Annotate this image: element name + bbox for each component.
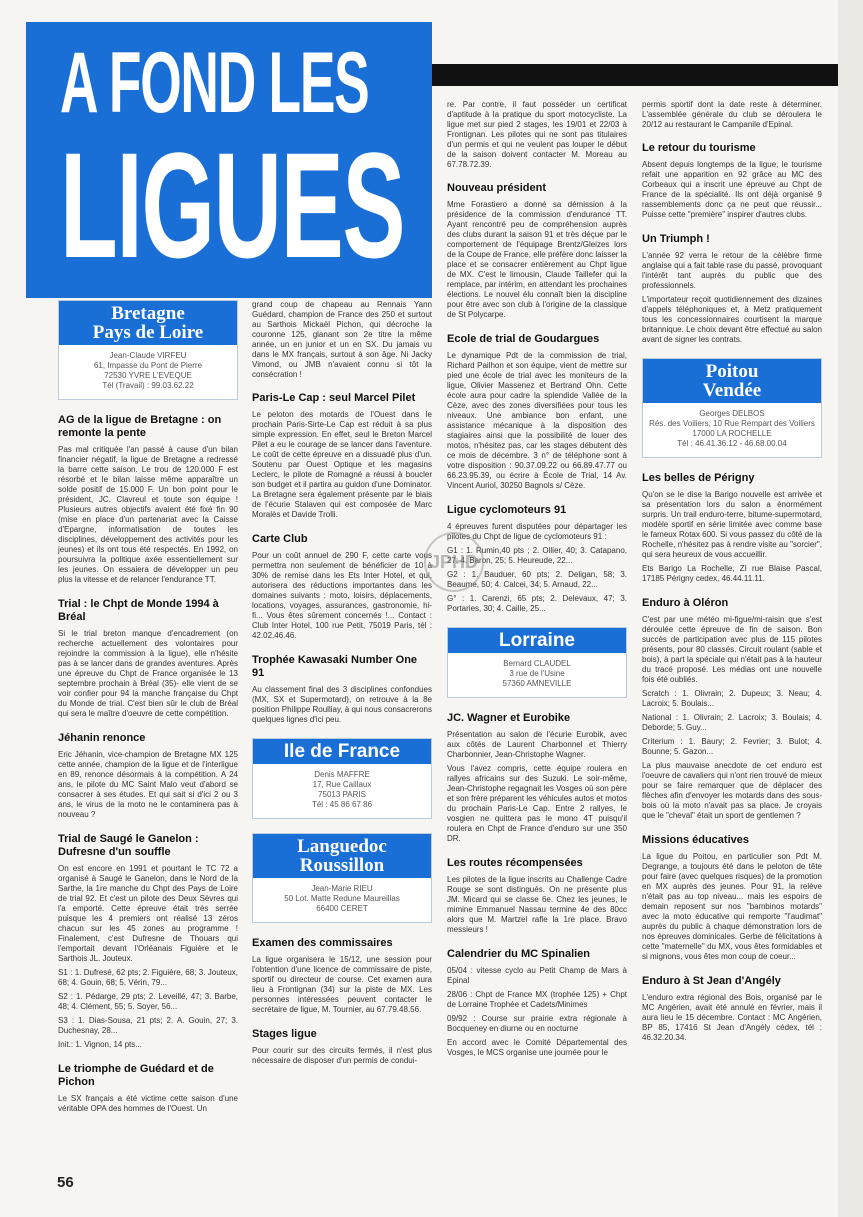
address-line: Tél : 45 86 67 86	[311, 800, 373, 809]
article	[447, 333, 627, 491]
address-line: Tél : 46.41.36.12 - 46.68.00.04	[677, 439, 787, 448]
article-list	[642, 142, 822, 345]
article-paragraph: Le dynamique Pdt de la commission de trial, Richard Pailhon et son équipe, vient de mettre sur pied une école de trial avec les moniteurs de la ligue, Olivier Massenez et Bertrand Ohn. Cette école aura pour cadre la splendide Vallée de la Cèze, avec des zones diversifiées pour tous les niveaux. Une ambiance bon enfant, une assistance mécanique à la disposition des stagiaires ainsi que la possibilité de louer des motos, n'hésitez pas, car les stages débutent dès ce mois de décembre. 3 n° de téléphone sont à votre disposition : 90.37.09.22 ou 66.89.47.77 ou 66.23.95.39, ou écrire à École de Trial, 14 Av. Vincent Auriol, 30250 Bagnols s/ Cèze.	[447, 351, 627, 490]
column-1	[58, 300, 238, 1200]
article-paragraph: On est encore en 1991 et pourtant le TC 72 a organisé à Saugé le Ganelon, dans le Nord de la Sarthe, la 1re manche du Chpt des Pays de Loire de trial 92. Et c'est un pilote des Deux Sèvres qui l'a emporté. Cette épreuve était très serrée puisque les 4 premiers ont réalisé 13 zéros chacun sur les 45 zones au programme ! Finalement, c'est Dufresne de Thouars qui l'emportait devant l'Orléanais Figuière et le Sarthois JL. Jouteux.	[58, 864, 238, 963]
article-title: Missions éducatives	[642, 834, 749, 846]
article-paragraph: L'importateur reçoit quotidiennement des dizaines d'appels téléphoniques et, à Metz pratiquement tous les concessionnaires courtisent la marque britannique. Le choix devant être effectué au salon avant de signer les contrats.	[642, 295, 822, 344]
article-paragraph: La ligue organisera le 15/12, une session pour l'obtention d'une licence de commissaire de piste, sportif ou directeur de course. Cet examen aura lieu à Frontignan (34) sur la piste de MX. Les personnes intéressées peuvent contacter le secrétaire de ligue, M. Tournier, au 67.79.48.56.	[252, 955, 432, 1014]
continued-text	[447, 100, 627, 170]
article-paragraph: G2 : 1. Bauduer, 60 pts; 2. Deligan, 58; 3. Beaume, 50; 4. Calcei, 34; 5. Arnaud, 22...	[447, 570, 627, 589]
league-name-line2: Pays de Loire	[92, 322, 204, 343]
league-address	[253, 878, 431, 922]
article	[447, 182, 627, 320]
league-box-poitou-vendee	[642, 358, 822, 458]
address-line: 66400 CERET	[316, 904, 368, 913]
article-paragraph: Pas mal critiquée l'an passé à cause d'un bilan financier négatif, la ligue de Bretagne a redressé la barre cette saison. Le trou de 120.000 F est résorbé et le bilan laisse même apparaître un solde positif de 15.000 F. Un bon point pour le président, JC. Clavreul et toute son équipe ! Plusieurs autres objectifs avaient été fixé fin 90 (mise en place d'un partenariat avec la Caisse d'Epargne, informatisation de toutes les disciplines, développement des activités pour les jeunes) et ils ont tous été respectés. En 1992, on poursuivra la politique axée essentiellement sur les jeunes. On essaiera de développer un peu plus la vitesse et de relancer l'endurance TT.	[58, 445, 238, 584]
league-name-line1: Poitou	[705, 361, 759, 382]
address-line: Jean-Marie RIEU	[311, 884, 373, 893]
article-title: Examen des commissaires	[252, 937, 393, 949]
article	[58, 732, 238, 820]
continued-text	[252, 300, 432, 380]
league-name	[253, 834, 431, 878]
article-paragraph: Au classement final des 3 disciplines confondues (MX, SX et Supermotard), on retrouve à la 8e position Philippe Roulliay, à qui nous consacrerons quelques lignes d'ici peu.	[252, 685, 432, 724]
article-paragraph: Le peloton des motards de l'Ouest dans le prochain Paris-Sirte-Le Cap est réduit à sa plus simple expression. En effet, seul le Breton Marcel Pilet a eu le courage de se lancer dans l'aventure. Le coût de cette épreuve en a dissuadé plus d'un. Soutenu par Ouest Optique et les magasins Leclerc, le pilote de Romagné a réussi à boucler son budget et il partira au guidon d'une Dominator. La Bretagne sera également présente par le biais de l'écurie Stalaven qui est composée de Marc Moralès et Davide Trolli.	[252, 410, 432, 519]
address-line: 75013 PARIS	[318, 790, 366, 799]
article-title: Carte Club	[252, 533, 308, 545]
league-address	[59, 345, 237, 399]
article-title: Un Triumph !	[642, 233, 710, 245]
paragraph: grand coup de chapeau au Rennais Yann Guédard, champion de France des 250 et surtout au Sarthois Mickaël Pichon, qui décroche la couronne 125, glanant son 2e titre la même année, un en junior et un en SX. Du jamais vu dans le MX français, surtout à son âge. Ni Jacky Vimond, ou JMB n'avaient connu si tôt la consécration !	[252, 300, 432, 379]
article-title: Stages ligue	[252, 1028, 317, 1040]
article-title: Paris-Le Cap : seul Marcel Pilet	[252, 392, 416, 404]
article	[642, 834, 822, 962]
page-edge	[838, 0, 863, 1217]
page-number: 56	[57, 1174, 74, 1191]
article	[58, 833, 238, 1050]
article-paragraph: L'enduro extra régional des Bois, organisé par le MC Angérien, avait été annulé en février, mais il aura lieu le 15 décembre. Contact : MC Angérien, BP 85, 17416 St Jean d'Angély cédex, tél : 46.32.20.34.	[642, 993, 822, 1042]
article-paragraph: G° : 1. Carenzi, 65 pts; 2. Delevaux, 47; 3. Portaries, 30; 4. Caille, 25...	[447, 594, 627, 613]
league-name-line1: Languedoc	[297, 836, 387, 857]
address-line: Tél (Travail) : 99.03.62.22	[102, 381, 194, 390]
article-paragraph: Pour un coût annuel de 290 F, cette carte vous permettra non seulement de bénéficier de 10 à 30% de remise dans les Ets Inter Hotel, et qui, autorisera des réductions importantes dans les domaines suivants : moto, loisirs, déplacements, locations, voyages, assurances, gastronomie, hi-fi... Vous êtes sûrement concernés !... Contact : Club Inter Hotel, 100 rue Petit, 75019 Paris, tél : 42.02.46.46.	[252, 551, 432, 640]
article-list	[58, 414, 238, 1114]
league-address	[253, 764, 431, 818]
article-paragraph: 05/04 : vitesse cyclo au Petit Champ de Mars à Epinal	[447, 966, 627, 985]
article-paragraph: Vous l'avez compris, cette équipe roulera en rallyes africains sur des Suzuki. Le soir-même, Jean-Christophe regagnait les Vosges où son père et son frère préparent les véhicules autos et motos du prochain Paris-Le Cap. Entre 2 rallyes, le vosgien ne quittera pas le mono 4T puisqu'il roulera en Chpt de France d'enduro sur une 350 DR.	[447, 764, 627, 843]
article-title: Nouveau président	[447, 182, 547, 194]
article-paragraph: National : 1. Olivrain; 2. Lacroix; 3. Boulais; 4. Deborde; 5. Guy...	[642, 713, 822, 732]
article-paragraph: Les pilotes de la ligue inscrits au Challenge Cadre Rouge se sont distingués. On ne présente plus JM. Micard qui se classe 6e. Chez les jeunes, le mimine Emmanuel Nassau termine 4e des 80cc alors que M. Martzel rafle la 1re place. Bravo messieurs !	[447, 875, 627, 934]
article-title: Trophée Kawasaki Number One 91	[252, 654, 418, 679]
article-title: JC. Wagner et Eurobike	[447, 712, 571, 724]
article	[58, 1063, 238, 1114]
league-name: Lorraine	[448, 628, 626, 653]
article-paragraph: Qu'on se le dise la Barigo nouvelle est arrivée et sa présentation lors du salon a énormément surpris. Un trail enduro-terre, bitume-supermotard, modèle sportif en série limitée avec comme base le fameux Rotax 600. Si vous passez du côté de la Rochelle, n'hésitez pas à rendre visite au "sorcier", qui sera heureux de vous accueillir.	[642, 490, 822, 559]
address-line: 17, Rue Caillaux	[312, 780, 372, 789]
article-paragraph: C'est par une météo mi-figue/mi-raisin que s'est déroulée cette épreuve de fin de saison. Bon succès de participation avec plus de 115 pilotes présents, pour 80 classés. Circuit roulant (sable et bois), à part la spéciale qui n'était pas à la hauteur du tracé proposé. Les médias ont une nouvelle fois été oubliés.	[642, 615, 822, 684]
article-title: Le triomphe de Guédard et de Pichon	[58, 1063, 214, 1088]
league-box-languedoc	[252, 833, 432, 923]
article-paragraph: Init.: 1. Vignon, 14 pts...	[58, 1040, 142, 1049]
article	[642, 597, 822, 821]
league-name-line1: Bretagne	[111, 303, 185, 324]
article-paragraph: 4 épreuves furent disputées pour départager les pilotes du Chpt de ligue de cyclomoteurs 91 :	[447, 522, 627, 541]
article	[642, 142, 822, 220]
article-title: Trial : le Chpt de Monde 1994 à Bréal	[58, 598, 219, 623]
article	[252, 1028, 432, 1066]
article-list	[252, 392, 432, 725]
article	[447, 712, 627, 844]
article	[642, 472, 822, 584]
league-box-lorraine	[447, 627, 627, 698]
address-line: Bernard CLAUDEL	[503, 659, 571, 668]
address-line: 3 rue de l'Usine	[509, 669, 565, 678]
league-name	[643, 359, 821, 403]
article-title: Ecole de trial de Goudargues	[447, 333, 600, 345]
address-line: Rés. des Voiliers, 10 Rue Rempart des Voiliers	[649, 419, 815, 428]
article	[252, 392, 432, 520]
article	[58, 414, 238, 585]
article-paragraph: Criterium : 1. Baury; 2. Fevrier; 3. Bulot; 4. Bounne; 5. Gazon...	[642, 737, 822, 756]
address-line: 17000 LA ROCHELLE	[692, 429, 772, 438]
article-paragraph: Présentation au salon de l'écurie Eurobik, avec aux côtés de Laurent Charbonnel et Thierry Charbonnier, Jean-Christophe Wagner.	[447, 730, 627, 759]
article-title: Le retour du tourisme	[642, 142, 756, 154]
address-line: Denis MAFFRE	[314, 770, 370, 779]
article-paragraph: 28/06 : Chpt de France MX (trophée 125) + Chpt de Lorraine Trophée et Cadets/Minimes	[447, 990, 627, 1009]
article-title: Les routes récompensées	[447, 857, 583, 869]
article-list	[642, 472, 822, 1043]
article-paragraph: Pour courir sur des circuits fermés, il n'est plus nécessaire de disposer d'un permis de condui-	[252, 1046, 432, 1065]
address-line: 72530 YVRE L'EVEQUE	[104, 371, 192, 380]
article-paragraph: La plus mauvaise anecdote de cet enduro est l'oeuvre de cavaliers qui n'ont rien trouvé de mieux pour se faire remarquer que de déplacer des flèches afin d'envoyer les motards dans des sous-bois où la moto n'avait pas sa place. Je croyais que le "cheval" était un sport de gentlemen ?	[642, 761, 822, 820]
column-4	[642, 100, 822, 1200]
article	[447, 857, 627, 935]
watermark-stamp: JPHD	[424, 532, 484, 592]
article-paragraph: 09/92 : Course sur prairie extra régionale à Bocqueney en diurne ou en nocturne	[447, 1014, 627, 1033]
column-2	[252, 300, 432, 1200]
address-line: 61, Impasse du Pont de Pierre	[93, 361, 203, 370]
article-paragraph: L'année 92 verra le retour de la célèbre firme anglaise qui a fait table rase du passé, provoquant l'intérêt tant auprès du public que des professionnels.	[642, 251, 822, 290]
article	[642, 233, 822, 345]
article-paragraph: Scratch : 1. Olivrain; 2. Dupeux; 3. Neau; 4. Lacroix; 5. Boulais...	[642, 689, 822, 708]
article	[252, 533, 432, 641]
paragraph: re. Par contre, il faut posséder un certificat d'aptitude à la pratique du sport motocycliste. La ligue met sur pied 2 stages, les 19/01 et 22/03 à Frontignan. Les pilotes qui ne sont pas titulaires d'un permis et qui ne veulent pas louper le début de la saison doivent contacter M. Moreau au 67.78.72.39.	[447, 100, 627, 169]
article-paragraph: En accord avec le Comité Départemental des Vosges, le MCS organise une journée pour le	[447, 1038, 627, 1057]
article-title: Jéhanin renonce	[58, 732, 146, 744]
league-box-ile-de-france	[252, 738, 432, 819]
header-black-bar	[432, 64, 838, 86]
league-name: Ile de France	[253, 739, 431, 764]
article-title: Ligue cyclomoteurs 91	[447, 504, 567, 516]
headline-line1: A FOND LES	[60, 35, 369, 131]
league-name-line2: Roussillon	[299, 855, 385, 876]
article-paragraph: G1 : 1. Rumin,40 pts ; 2. Ollier, 40; 3. Catapano, 27; 4. Baron, 25; 5. Heureude, 22...	[447, 546, 627, 565]
article	[252, 937, 432, 1015]
column-3	[447, 100, 627, 1200]
article	[642, 975, 822, 1043]
article	[447, 948, 627, 1058]
league-box-bretagne	[58, 300, 238, 400]
article-paragraph: S3 : 1. Dias-Sousa, 21 pts; 2. A. Gouin, 27; 3. Duchesnay, 28...	[58, 1016, 238, 1035]
article-title: Enduro à Oléron	[642, 597, 729, 609]
article-list	[447, 712, 627, 1058]
address-line: Jean-Claude VIRFEU	[109, 351, 187, 360]
article-paragraph: Mme Forastiero a donné sa démission à la présidence de la commission d'endurance TT. Ayant rencontré peu de compréhension auprès des clubs durant la saison 91 et très déçue par le comportement de l'équipage Brentz/Gleizes lors de la Coupe de France, elle préfère donc laisser la place et se consacrer entièrement au Chpt ligue de MX. C'est le limousin, Claude Taillefer qui la remplace, par intérim, en attendant les prochaines élections. Le nouvel élu connaît bien la discipline pour être avec son club à l'origine de la classique de St Polycarpe.	[447, 200, 627, 319]
paragraph: permis sportif dont la date reste à déterminer. L'assemblée générale du club se déroulera le 20/12 au restaurant le Campanile d'Epinal.	[642, 100, 822, 129]
article-paragraph: Si le trial breton manque d'encadrement (on recherche actuellement des volontaires pour rejoindre la commission à la ligue), elle n'hésite pas à se lancer dans de grandes aventures. Après une épreuve du Chpt de France organisée le 13 septembre prochain à Bréal (35)- elle vient de se voir confier pour 94 la manche française du Chpt du Monde de trial. C'est bien sûr le club de Bréal qui sera le maître d'oeuvre de cette compétition.	[58, 629, 238, 718]
article-title: AG de la ligue de Bretagne : on remonte la pente	[58, 414, 222, 439]
article-paragraph: Eric Jéhanin, vice-champion de Bretagne MX 125 cette année, champion de la ligue et de l'interligue en 89, renonce désormais à la compétition. A 24 ans, le pilote du MC Saint Malo veut d'abord se consacrer à ses études. Et qui sait si d'ici 2 ou 3 ans, le virus de la moto ne le contaminera pas à nouveau ?	[58, 750, 238, 819]
article-title: Enduro à St Jean d'Angély	[642, 975, 781, 987]
article	[252, 654, 432, 725]
league-name	[59, 301, 237, 345]
article-paragraph: La ligue du Poitou, en particulier son Pdt M. Degrange, a toujours été dans le peloton de tête pour faire (avec quelques risques) de la promotion en MX auprès des jeunes. Pour 91, la relève n'était pas au top niveau... mais les espoirs de demain reposent sur nos "bambinos motards" avec la moto éducative qui remporte "l'audimat" auprès du public à chaque démonstration lors de nos épreuves dominicales. Gerbe de félicitations à cette "maternelle" du MX, vous êtes formidables et si mignons, vous êtes mon coup de coeur...	[642, 852, 822, 961]
article-title: Trial de Saugé le Ganelon : Dufresne d'un souffle	[58, 833, 199, 858]
article-paragraph: Le SX français a été victime cette saison d'une véritable OPA des hommes de l'Ouest. Un	[58, 1094, 238, 1113]
address-line: 57360 AMNEVILLE	[502, 679, 572, 688]
article	[58, 598, 238, 719]
article-paragraph: Absent depuis longtemps de la ligue, le tourisme refait une apparition en 92 grâce au MC des Corbeaux qui a inscrit une épreuve au Chpt de France de la spécialité. Ils ont déjà organisé 9 rassemblements donc ça ne peut que réussir... Puisse cette "première" inspirer d'autres clubs.	[642, 160, 822, 219]
league-name-line2: Vendée	[702, 380, 762, 401]
headline-line2: LIGUES	[60, 121, 405, 289]
league-address	[448, 653, 626, 697]
article-title: Les belles de Périgny	[642, 472, 755, 484]
address-line: Georges DELBOS	[699, 409, 765, 418]
league-address	[643, 403, 821, 457]
article-title: Calendrier du MC Spinalien	[447, 948, 591, 960]
address-line: 50 Lot. Matte Redune Maureillas	[284, 894, 400, 903]
article-paragraph: S1 : 1. Dufresé, 62 pts; 2. Figuière, 68; 3. Jouteux, 68; 4. Gouin, 68; 5. Vérin, 79...	[58, 968, 238, 987]
article-list	[252, 937, 432, 1066]
article-paragraph: Ets Barigo La Rochelle, ZI rue Blaise Pascal, 17185 Périgny cedex, 46.44.11.11.	[642, 564, 822, 583]
article-paragraph: S2 : 1. Pédarge, 29 pts; 2. Leveillé, 47; 3. Barbe, 48; 4. Clément, 55; 5. Soyer, 56...	[58, 992, 238, 1011]
continued-text	[642, 100, 822, 130]
